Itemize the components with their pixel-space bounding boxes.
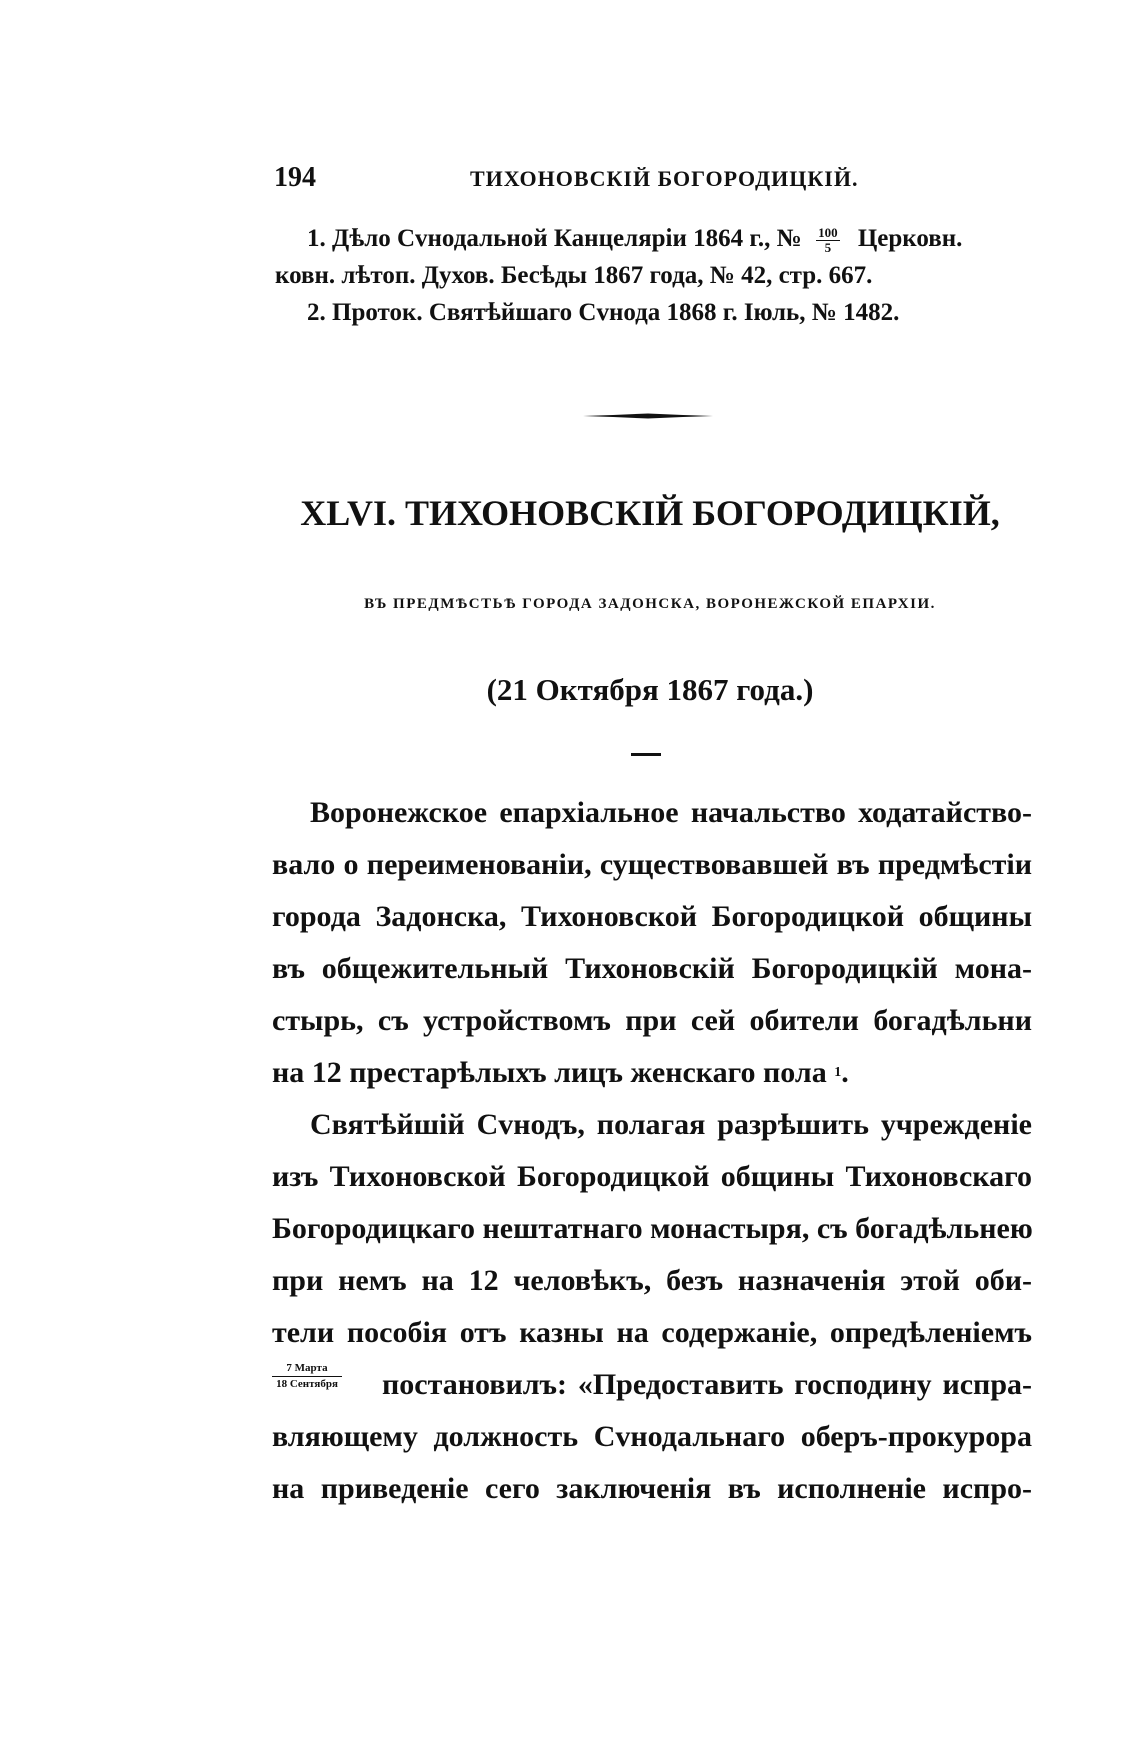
p1-end-period: . [841, 1056, 849, 1089]
fraction-denominator: 5 [824, 239, 832, 255]
note-line-1 [275, 220, 1035, 257]
fraction-numerator: 100 [818, 224, 838, 240]
p2-line-4: при немъ на 12 человѣкъ, безъ назначенія этой оби- [272, 1264, 1032, 1297]
ornamental-rule [583, 413, 713, 419]
footnotes-block [275, 220, 1035, 331]
p2-line-1: Святѣйшій Сvнодъ, полагая разрѣшить учрежденіе [310, 1108, 1032, 1141]
margin-date-note [272, 1361, 342, 1392]
note-1-fraction [816, 226, 840, 255]
p1-line-1: Воронежское епархіальное начальство ходатайство- [310, 796, 1032, 829]
note-line-2: ковн. лѣтоп. Духов. Бесѣды 1867 года, № 42, стр. 667. [275, 262, 873, 289]
margin-date-bottom: 18 Сентября [276, 1378, 338, 1390]
chapter-heading: XLVI. ТИХОНОВСКІЙ БОГОРОДИЦКІЙ, [300, 493, 1000, 533]
p1-line-6-text: на 12 престарѣлыхъ лицъ женскаго пола [272, 1056, 827, 1089]
p1-line-6 [272, 1047, 1032, 1099]
p2-line-7: вляющему должность Сvнодальнаго оберъ-прокурора [272, 1420, 1032, 1453]
p2-line-2: изъ Тихоновской Богородицкой общины Тихоновскаго [272, 1160, 1032, 1193]
p1-line-2: вало о переименованіи, существовавшей въ предмѣстіи [272, 848, 1032, 881]
section-dash [631, 753, 661, 756]
running-title: ТИХОНОВСКІЙ БОГОРОДИЦКІЙ. [470, 166, 859, 191]
p1-line-4: въ общежительный Тихоновскій Богородицкій мона- [272, 952, 1032, 985]
p2-line-5: тели пособія отъ казны на содержаніе, опредѣленіемъ [272, 1316, 1032, 1349]
page-number: 194 [274, 162, 316, 193]
note-line-3: 2. Проток. Святѣйшаго Сvнода 1868 г. Іюль, № 1482. [307, 299, 900, 326]
body-text [272, 787, 1032, 1515]
chapter-date: (21 Октября 1867 года.) [486, 672, 814, 707]
note-1-prefix: 1. Дѣло Сvнодальной Канцеляріи 1864 г., № [307, 225, 802, 252]
p2-line-8: на приведеніе сего заключенія въ исполненіе испро- [272, 1472, 1032, 1505]
margin-date-top: 7 Марта [272, 1361, 342, 1377]
p2-line-6 [272, 1359, 1032, 1411]
p2-line-6-text: постановилъ: «Предоставить господину испра- [382, 1368, 1032, 1401]
note-1-suffix: Церковн. [857, 225, 963, 252]
p1-line-5: стырь, съ устройствомъ при сей обители богадѣльни [272, 1004, 1032, 1037]
running-head [270, 162, 1030, 202]
footnote-marker: 1 [834, 1065, 842, 1080]
p2-line-3: Богородицкаго нештатнаго монастыря, съ богадѣльнею [272, 1212, 1033, 1245]
chapter-subheading: ВЪ ПРЕДМѢСТЬѢ ГОРОДА ЗАДОНСКА, ВОРОНЕЖСКОЙ ЕПАРХІИ. [364, 596, 936, 612]
p1-line-3: города Задонска, Тихоновской Богородицкой общины [272, 900, 1032, 933]
